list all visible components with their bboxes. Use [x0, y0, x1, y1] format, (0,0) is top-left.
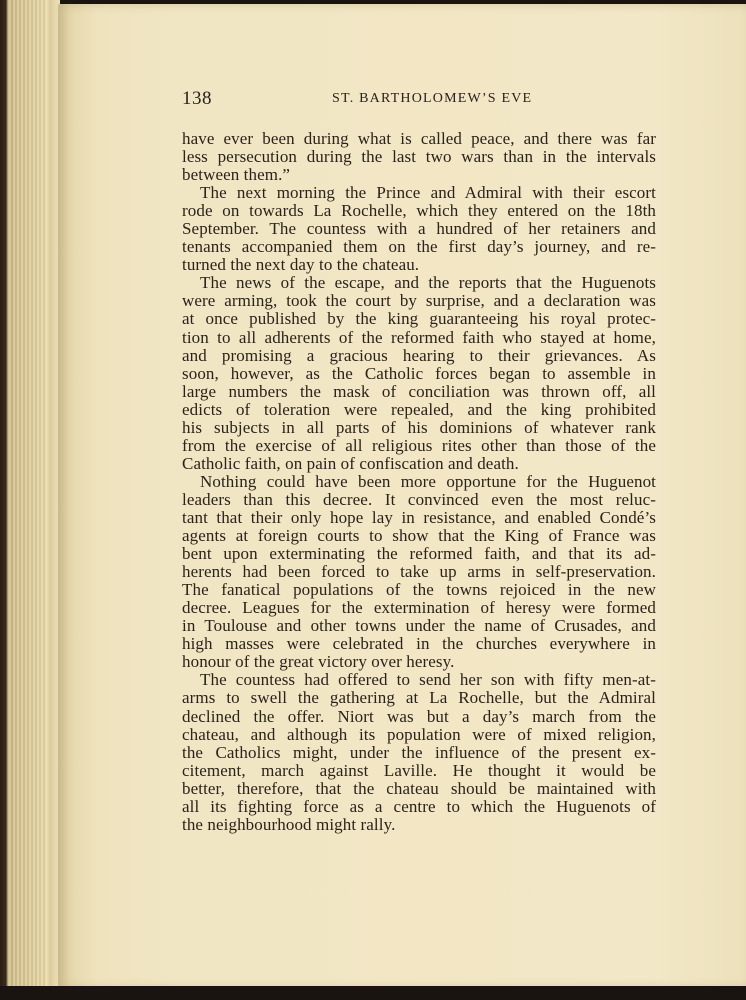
text-line: less persecution during the last two wars than in the intervals	[182, 147, 656, 167]
book-spine-page-edges	[0, 0, 60, 1000]
text-line: leaders than this decree. It convinced even the most reluc-	[182, 489, 656, 509]
text-line: herents had been forced to take up arms in self-preservation.	[182, 562, 656, 582]
page-header	[182, 88, 654, 112]
body-text	[182, 130, 656, 834]
text-line: tenants accompanied them on the first day’s journey, and re-	[182, 237, 656, 257]
text-line: were arming, took the court by surprise, and a declaration was	[182, 291, 656, 311]
text-line: decree. Leagues for the extermination of heresy were formed	[182, 598, 656, 618]
text-line: soon, however, as the Catholic forces began to assemble in	[182, 363, 656, 383]
text-line: honour of the great victory over heresy.	[182, 652, 455, 672]
text-line: citement, march against Laville. He thought it would be	[182, 760, 656, 780]
text-line: arms to swell the gathering at La Rochelle, but the Admiral	[182, 688, 656, 708]
text-line: agents at foreign courts to show that the King of France was	[182, 526, 656, 546]
text-line: Catholic faith, on pain of confiscation and death.	[182, 453, 519, 473]
text-line: The countess had offered to send her son with fifty men-at-	[200, 670, 656, 690]
text-line: high masses were celebrated in the churches everywhere in	[182, 634, 656, 654]
text-line: declined the offer. Niort was but a day’s march from the	[182, 706, 656, 726]
text-line: tant that their only hope lay in resistance, and enabled Condé’s	[182, 507, 656, 527]
text-line: all its fighting force as a centre to which the Huguenots of	[182, 796, 656, 816]
text-line: rode on towards La Rochelle, which they entered on the 18th	[182, 201, 656, 221]
page-number: 138	[182, 88, 212, 109]
text-line: his subjects in all parts of his dominions of whatever rank	[182, 417, 656, 437]
text-line: chateau, and although its population were of mixed religion,	[182, 724, 656, 744]
text-line: The next morning the Prince and Admiral with their escort	[200, 183, 656, 203]
text-line: from the exercise of all religious rites other than those of the	[182, 435, 656, 455]
text-line: the Catholics might, under the influence of the present ex-	[182, 742, 656, 762]
text-line: in Toulouse and other towns under the name of Crusades, and	[182, 616, 656, 636]
text-line: and promising a gracious hearing to their grievances. As	[182, 345, 656, 365]
text-line: bent upon exterminating the reformed faith, and that its ad-	[182, 544, 656, 564]
text-line: tion to all adherents of the reformed faith who stayed at home,	[182, 327, 656, 347]
text-line: edicts of toleration were repealed, and the king prohibited	[182, 399, 656, 419]
text-line: have ever been during what is called peace, and there was far	[182, 129, 656, 148]
running-head: ST. BARTHOLOMEW’S EVE	[332, 91, 533, 106]
page-bottom-shadow	[0, 986, 746, 1000]
text-line: September. The countess with a hundred of her retainers and	[182, 219, 656, 239]
text-line: The news of the escape, and the reports that the Huguenots	[200, 273, 656, 293]
text-line: the neighbourhood might rally.	[182, 814, 396, 834]
text-line: large numbers the mask of conciliation was thrown off, all	[182, 381, 656, 401]
text-line: turned the next day to the chateau.	[182, 255, 420, 275]
text-line: The fanatical populations of the towns rejoiced in the new	[182, 580, 656, 600]
text-line: at once published by the king guaranteeing his royal protec-	[182, 309, 656, 329]
text-line: Nothing could have been more opportune for the Huguenot	[200, 471, 656, 491]
text-line: better, therefore, that the chateau should be maintained with	[182, 778, 656, 798]
text-line: between them.”	[182, 165, 291, 185]
